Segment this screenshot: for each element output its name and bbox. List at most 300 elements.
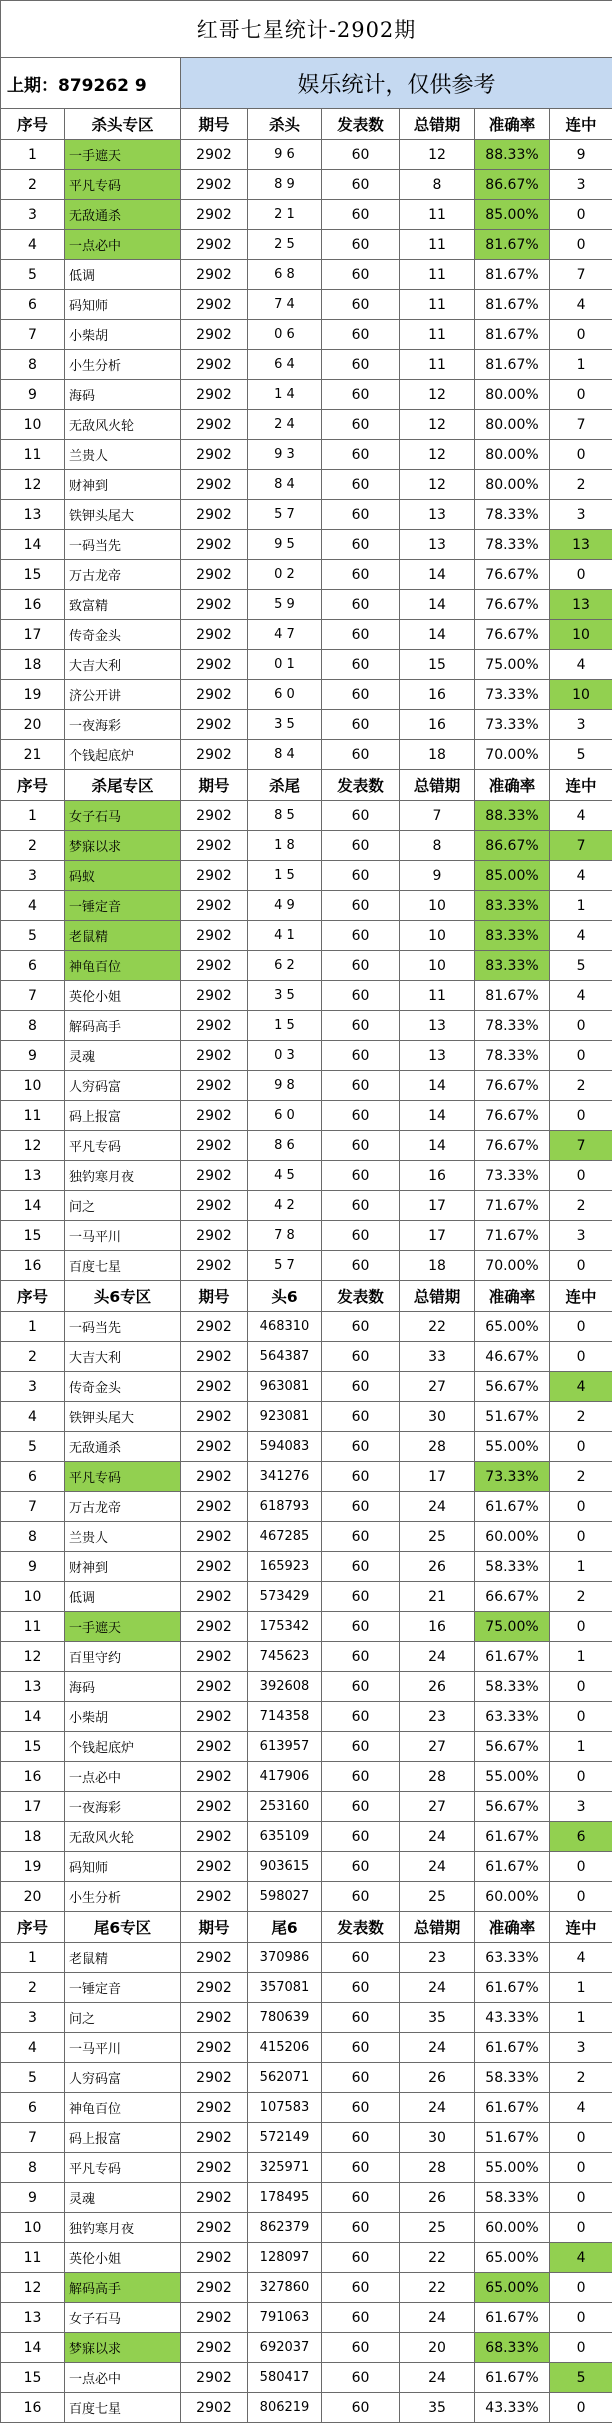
column-header-pick: 杀头 <box>248 109 322 140</box>
serial-cell: 11 <box>1 2243 65 2273</box>
errors-cell: 22 <box>400 2273 475 2303</box>
rate-cell: 58.33% <box>475 2063 550 2093</box>
streak-cell: 13 <box>550 590 612 620</box>
errors-cell: 22 <box>400 2243 475 2273</box>
table-row <box>1 200 612 230</box>
predictor-cell: 码蚁 <box>65 861 181 891</box>
errors-cell: 23 <box>400 1702 475 1732</box>
errors-cell: 24 <box>400 2093 475 2123</box>
pick-cell: 0 2 <box>248 560 322 590</box>
serial-cell: 3 <box>1 2003 65 2033</box>
count-cell: 60 <box>322 1852 400 1882</box>
rate-cell: 78.33% <box>475 1041 550 1071</box>
count-cell: 60 <box>322 320 400 350</box>
issue-cell: 2902 <box>181 2093 248 2123</box>
rate-cell: 83.33% <box>475 921 550 951</box>
errors-cell: 35 <box>400 2003 475 2033</box>
issue-cell: 2902 <box>181 2363 248 2393</box>
count-cell: 60 <box>322 1732 400 1762</box>
pick-cell: 165923 <box>248 1552 322 1582</box>
pick-cell: 791063 <box>248 2303 322 2333</box>
issue-cell: 2902 <box>181 2213 248 2243</box>
table-row <box>1 921 612 951</box>
pick-cell: 415206 <box>248 2033 322 2063</box>
rate-cell: 76.67% <box>475 590 550 620</box>
issue-cell: 2902 <box>181 1762 248 1792</box>
count-cell: 60 <box>322 2363 400 2393</box>
pick-cell: 1 8 <box>248 831 322 861</box>
errors-cell: 14 <box>400 1131 475 1161</box>
table-row <box>1 951 612 981</box>
count-cell: 60 <box>322 1822 400 1852</box>
count-cell: 60 <box>322 1101 400 1131</box>
rate-cell: 73.33% <box>475 680 550 710</box>
column-header-streak: 连中 <box>550 109 612 140</box>
serial-cell: 12 <box>1 470 65 500</box>
streak-cell: 0 <box>550 1041 612 1071</box>
errors-cell: 13 <box>400 530 475 560</box>
streak-cell: 1 <box>550 1732 612 1762</box>
predictor-cell: 低调 <box>65 1582 181 1612</box>
errors-cell: 9 <box>400 861 475 891</box>
streak-cell: 2 <box>550 1071 612 1101</box>
streak-cell: 0 <box>550 1672 612 1702</box>
table-row <box>1 530 612 560</box>
rate-cell: 66.67% <box>475 1582 550 1612</box>
table-row <box>1 620 612 650</box>
streak-cell: 0 <box>550 1342 612 1372</box>
streak-cell: 3 <box>550 1792 612 1822</box>
serial-cell: 3 <box>1 861 65 891</box>
count-cell: 60 <box>322 1161 400 1191</box>
streak-cell: 2 <box>550 470 612 500</box>
rate-cell: 75.00% <box>475 650 550 680</box>
issue-cell: 2902 <box>181 1792 248 1822</box>
issue-cell: 2902 <box>181 530 248 560</box>
info-row <box>1 58 612 109</box>
rate-cell: 65.00% <box>475 2273 550 2303</box>
pick-cell: 903615 <box>248 1852 322 1882</box>
rate-cell: 61.67% <box>475 1642 550 1672</box>
rate-cell: 83.33% <box>475 891 550 921</box>
count-cell: 60 <box>322 1221 400 1251</box>
errors-cell: 24 <box>400 1852 475 1882</box>
predictor-cell: 平凡专码 <box>65 1131 181 1161</box>
issue-cell: 2902 <box>181 1702 248 1732</box>
issue-cell: 2902 <box>181 260 248 290</box>
serial-cell: 15 <box>1 1732 65 1762</box>
serial-cell: 14 <box>1 530 65 560</box>
issue-cell: 2902 <box>181 350 248 380</box>
count-cell: 60 <box>322 470 400 500</box>
predictor-cell: 码知师 <box>65 290 181 320</box>
pick-cell: 178495 <box>248 2183 322 2213</box>
rate-cell: 81.67% <box>475 230 550 260</box>
count-cell: 60 <box>322 710 400 740</box>
streak-cell: 0 <box>550 2123 612 2153</box>
rate-cell: 58.33% <box>475 1552 550 1582</box>
issue-cell: 2902 <box>181 2063 248 2093</box>
serial-cell: 8 <box>1 350 65 380</box>
serial-cell: 9 <box>1 1552 65 1582</box>
pick-cell: 6 0 <box>248 1101 322 1131</box>
errors-cell: 24 <box>400 1973 475 2003</box>
pick-cell: 0 3 <box>248 1041 322 1071</box>
column-header-issue: 期号 <box>181 109 248 140</box>
errors-cell: 11 <box>400 981 475 1011</box>
table-row <box>1 1582 612 1612</box>
column-header-rate: 准确率 <box>475 109 550 140</box>
count-cell: 60 <box>322 2183 400 2213</box>
predictor-cell: 一点必中 <box>65 1762 181 1792</box>
rate-cell: 61.67% <box>475 1822 550 1852</box>
count-cell: 60 <box>322 1372 400 1402</box>
issue-cell: 2902 <box>181 1251 248 1281</box>
serial-cell: 18 <box>1 650 65 680</box>
table-row <box>1 1852 612 1882</box>
table-row <box>1 1402 612 1432</box>
table-row <box>1 1312 612 1342</box>
pick-cell: 613957 <box>248 1732 322 1762</box>
pick-cell: 8 5 <box>248 801 322 831</box>
count-cell: 60 <box>322 680 400 710</box>
predictor-cell: 灵魂 <box>65 1041 181 1071</box>
serial-cell: 17 <box>1 1792 65 1822</box>
predictor-cell: 大吉大利 <box>65 1342 181 1372</box>
streak-cell: 3 <box>550 1221 612 1251</box>
count-cell: 60 <box>322 440 400 470</box>
serial-cell: 8 <box>1 1522 65 1552</box>
errors-cell: 21 <box>400 1582 475 1612</box>
rate-cell: 60.00% <box>475 1882 550 1912</box>
section-header-row <box>1 109 612 140</box>
rate-cell: 68.33% <box>475 2333 550 2363</box>
predictor-cell: 小柴胡 <box>65 320 181 350</box>
count-cell: 60 <box>322 1251 400 1281</box>
rate-cell: 76.67% <box>475 560 550 590</box>
pick-cell: 2 4 <box>248 410 322 440</box>
table-row <box>1 1522 612 1552</box>
table-row <box>1 500 612 530</box>
table-row <box>1 1372 612 1402</box>
predictor-cell: 一手遮天 <box>65 140 181 170</box>
streak-cell: 0 <box>550 2153 612 2183</box>
serial-cell: 11 <box>1 1101 65 1131</box>
errors-cell: 14 <box>400 620 475 650</box>
table-row <box>1 1762 612 1792</box>
count-cell: 60 <box>322 2123 400 2153</box>
pick-cell: 598027 <box>248 1882 322 1912</box>
errors-cell: 24 <box>400 1642 475 1672</box>
pick-cell: 6 2 <box>248 951 322 981</box>
serial-cell: 2 <box>1 831 65 861</box>
serial-cell: 3 <box>1 200 65 230</box>
predictor-cell: 问之 <box>65 1191 181 1221</box>
pick-cell: 468310 <box>248 1312 322 1342</box>
issue-cell: 2902 <box>181 1221 248 1251</box>
errors-cell: 10 <box>400 951 475 981</box>
predictor-cell: 济公开讲 <box>65 680 181 710</box>
table-row <box>1 1071 612 1101</box>
issue-cell: 2902 <box>181 1973 248 2003</box>
serial-cell: 7 <box>1 981 65 1011</box>
count-cell: 60 <box>322 891 400 921</box>
predictor-cell: 一码当先 <box>65 1312 181 1342</box>
errors-cell: 11 <box>400 200 475 230</box>
issue-cell: 2902 <box>181 2333 248 2363</box>
title-row <box>1 1 612 58</box>
count-cell: 60 <box>322 1762 400 1792</box>
issue-cell: 2902 <box>181 981 248 1011</box>
predictor-cell: 致富精 <box>65 590 181 620</box>
streak-cell: 0 <box>550 1522 612 1552</box>
errors-cell: 13 <box>400 500 475 530</box>
issue-cell: 2902 <box>181 440 248 470</box>
pick-cell: 327860 <box>248 2273 322 2303</box>
count-cell: 60 <box>322 1492 400 1522</box>
column-header-streak: 连中 <box>550 1912 612 1943</box>
pick-cell: 9 5 <box>248 530 322 560</box>
errors-cell: 30 <box>400 1402 475 1432</box>
rate-cell: 70.00% <box>475 740 550 770</box>
issue-cell: 2902 <box>181 650 248 680</box>
serial-cell: 5 <box>1 260 65 290</box>
predictor-cell: 一码当先 <box>65 530 181 560</box>
issue-cell: 2902 <box>181 1372 248 1402</box>
streak-cell: 13 <box>550 530 612 560</box>
pick-cell: 325971 <box>248 2153 322 2183</box>
serial-cell: 12 <box>1 1642 65 1672</box>
table-row <box>1 1672 612 1702</box>
errors-cell: 24 <box>400 1492 475 1522</box>
issue-cell: 2902 <box>181 2393 248 2423</box>
issue-cell: 2902 <box>181 500 248 530</box>
count-cell: 60 <box>322 2153 400 2183</box>
streak-cell: 0 <box>550 2393 612 2423</box>
errors-cell: 26 <box>400 1552 475 1582</box>
issue-cell: 2902 <box>181 560 248 590</box>
issue-cell: 2902 <box>181 951 248 981</box>
serial-cell: 14 <box>1 1191 65 1221</box>
count-cell: 60 <box>322 590 400 620</box>
streak-cell: 9 <box>550 140 612 170</box>
serial-cell: 7 <box>1 1492 65 1522</box>
count-cell: 60 <box>322 1402 400 1432</box>
streak-cell: 0 <box>550 230 612 260</box>
pick-cell: 562071 <box>248 2063 322 2093</box>
pick-cell: 8 4 <box>248 470 322 500</box>
predictor-cell: 女子石马 <box>65 2303 181 2333</box>
pick-cell: 580417 <box>248 2363 322 2393</box>
count-cell: 60 <box>322 380 400 410</box>
issue-cell: 2902 <box>181 1071 248 1101</box>
predictor-cell: 兰贵人 <box>65 1522 181 1552</box>
table-row <box>1 981 612 1011</box>
serial-cell: 13 <box>1 1161 65 1191</box>
rate-cell: 81.67% <box>475 981 550 1011</box>
table-row <box>1 470 612 500</box>
pick-cell: 9 8 <box>248 1071 322 1101</box>
streak-cell: 0 <box>550 1312 612 1342</box>
streak-cell: 3 <box>550 2033 612 2063</box>
issue-cell: 2902 <box>181 470 248 500</box>
predictor-cell: 海码 <box>65 1672 181 1702</box>
streak-cell: 4 <box>550 861 612 891</box>
predictor-cell: 英伦小姐 <box>65 981 181 1011</box>
errors-cell: 14 <box>400 1071 475 1101</box>
serial-cell: 8 <box>1 2153 65 2183</box>
predictor-cell: 大吉大利 <box>65 650 181 680</box>
errors-cell: 25 <box>400 1882 475 1912</box>
serial-cell: 6 <box>1 290 65 320</box>
table-row <box>1 2183 612 2213</box>
streak-cell: 0 <box>550 1161 612 1191</box>
pick-cell: 4 5 <box>248 1161 322 1191</box>
predictor-cell: 个钱起底炉 <box>65 1732 181 1762</box>
count-cell: 60 <box>322 2003 400 2033</box>
streak-cell: 0 <box>550 2183 612 2213</box>
count-cell: 60 <box>322 861 400 891</box>
serial-cell: 5 <box>1 1432 65 1462</box>
count-cell: 60 <box>322 740 400 770</box>
streak-cell: 0 <box>550 200 612 230</box>
issue-cell: 2902 <box>181 1312 248 1342</box>
pick-cell: 714358 <box>248 1702 322 1732</box>
rate-cell: 83.33% <box>475 951 550 981</box>
rate-cell: 56.67% <box>475 1732 550 1762</box>
column-header-rate: 准确率 <box>475 1912 550 1943</box>
count-cell: 60 <box>322 170 400 200</box>
errors-cell: 25 <box>400 1522 475 1552</box>
errors-cell: 22 <box>400 1312 475 1342</box>
serial-cell: 7 <box>1 320 65 350</box>
serial-cell: 20 <box>1 1882 65 1912</box>
issue-cell: 2902 <box>181 861 248 891</box>
streak-cell: 1 <box>550 1552 612 1582</box>
rate-cell: 86.67% <box>475 170 550 200</box>
streak-cell: 7 <box>550 260 612 290</box>
issue-cell: 2902 <box>181 831 248 861</box>
serial-cell: 2 <box>1 1973 65 2003</box>
streak-cell: 5 <box>550 740 612 770</box>
table-row <box>1 740 612 770</box>
count-cell: 60 <box>322 410 400 440</box>
table-row <box>1 2333 612 2363</box>
errors-cell: 18 <box>400 740 475 770</box>
streak-cell: 0 <box>550 1432 612 1462</box>
errors-cell: 24 <box>400 2033 475 2063</box>
serial-cell: 3 <box>1 1372 65 1402</box>
streak-cell: 1 <box>550 891 612 921</box>
predictor-cell: 万古龙帝 <box>65 560 181 590</box>
table-row <box>1 831 612 861</box>
predictor-cell: 兰贵人 <box>65 440 181 470</box>
errors-cell: 18 <box>400 1251 475 1281</box>
rate-cell: 61.67% <box>475 2033 550 2063</box>
errors-cell: 11 <box>400 350 475 380</box>
predictor-cell: 小柴胡 <box>65 1702 181 1732</box>
issue-cell: 2902 <box>181 320 248 350</box>
rate-cell: 78.33% <box>475 530 550 560</box>
issue-cell: 2902 <box>181 2153 248 2183</box>
pick-cell: 573429 <box>248 1582 322 1612</box>
table-row <box>1 260 612 290</box>
count-cell: 60 <box>322 1612 400 1642</box>
table-row <box>1 410 612 440</box>
table-row <box>1 440 612 470</box>
count-cell: 60 <box>322 2063 400 2093</box>
table-row <box>1 2363 612 2393</box>
issue-cell: 2902 <box>181 1552 248 1582</box>
count-cell: 60 <box>322 1943 400 1973</box>
column-header-streak: 连中 <box>550 770 612 801</box>
streak-cell: 2 <box>550 1191 612 1221</box>
predictor-cell: 老鼠精 <box>65 1943 181 1973</box>
predictor-cell: 一点必中 <box>65 2363 181 2393</box>
issue-cell: 2902 <box>181 200 248 230</box>
table-row <box>1 1642 612 1672</box>
pick-cell: 564387 <box>248 1342 322 1372</box>
serial-cell: 19 <box>1 1852 65 1882</box>
table-body <box>1 1 612 2423</box>
streak-cell: 3 <box>550 500 612 530</box>
rate-cell: 76.67% <box>475 620 550 650</box>
column-header-predictor: 头6专区 <box>65 1281 181 1312</box>
rate-cell: 80.00% <box>475 410 550 440</box>
page-title: 红哥七星统计-2902期 <box>1 1 612 58</box>
streak-cell: 2 <box>550 1462 612 1492</box>
column-header-count: 发表数 <box>322 109 400 140</box>
errors-cell: 12 <box>400 380 475 410</box>
table-row <box>1 1011 612 1041</box>
predictor-cell: 铁钾头尾大 <box>65 1402 181 1432</box>
rate-cell: 55.00% <box>475 1762 550 1792</box>
streak-cell: 10 <box>550 620 612 650</box>
table-row <box>1 680 612 710</box>
predictor-cell: 独钓寒月夜 <box>65 2213 181 2243</box>
streak-cell: 0 <box>550 2273 612 2303</box>
rate-cell: 43.33% <box>475 2393 550 2423</box>
errors-cell: 33 <box>400 1342 475 1372</box>
predictor-cell: 一锤定音 <box>65 891 181 921</box>
errors-cell: 27 <box>400 1732 475 1762</box>
serial-cell: 12 <box>1 1131 65 1161</box>
issue-cell: 2902 <box>181 2243 248 2273</box>
errors-cell: 14 <box>400 590 475 620</box>
errors-cell: 12 <box>400 440 475 470</box>
rate-cell: 80.00% <box>475 440 550 470</box>
pick-cell: 923081 <box>248 1402 322 1432</box>
table-row <box>1 170 612 200</box>
streak-cell: 7 <box>550 410 612 440</box>
issue-cell: 2902 <box>181 2033 248 2063</box>
count-cell: 60 <box>322 260 400 290</box>
predictor-cell: 海码 <box>65 380 181 410</box>
table-row <box>1 320 612 350</box>
count-cell: 60 <box>322 1973 400 2003</box>
count-cell: 60 <box>322 921 400 951</box>
column-header-serial: 序号 <box>1 1912 65 1943</box>
count-cell: 60 <box>322 2243 400 2273</box>
predictor-cell: 梦寐以求 <box>65 2333 181 2363</box>
errors-cell: 11 <box>400 260 475 290</box>
column-header-count: 发表数 <box>322 770 400 801</box>
last-draw-result: 上期：879262 9 <box>1 58 181 109</box>
serial-cell: 21 <box>1 740 65 770</box>
rate-cell: 73.33% <box>475 1462 550 1492</box>
table-row <box>1 2093 612 2123</box>
table-row <box>1 2063 612 2093</box>
